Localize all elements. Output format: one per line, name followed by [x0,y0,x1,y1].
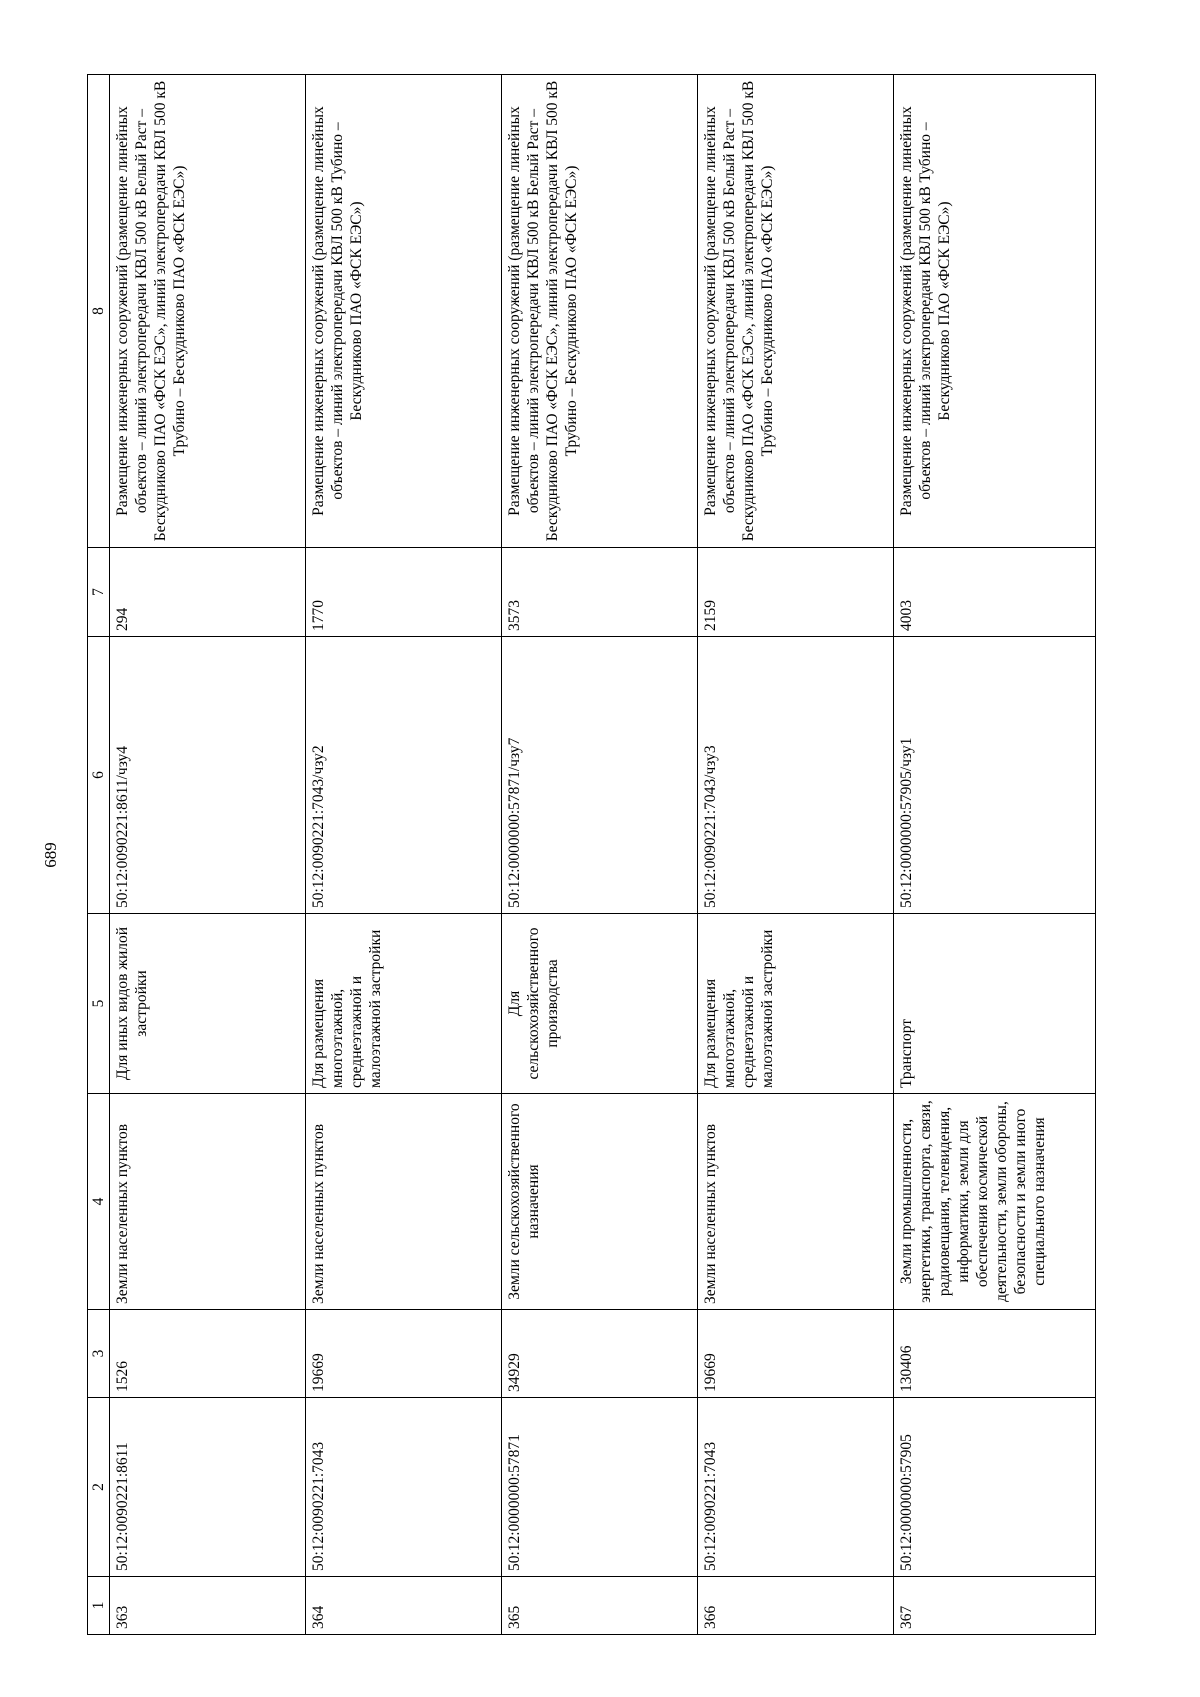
permitted-use: Для размещения многоэтажной, среднеэтажной и малоэтажной застройки [306,914,502,1094]
land-category: Земли промышленности, энергетики, транспорта, связи, радиовещания, телевидения, информатики, земли для обеспечения космической деятельности, земли обороны, безопасности и земли иного специального назначения [894,1094,1096,1310]
plot-area: 130406 [894,1310,1096,1398]
column-number-row [88,75,110,1635]
plot-part-number: 50:12:0090221:8611/чзу4 [110,637,306,914]
plot-part-area: 3573 [502,548,698,637]
table-row [698,75,894,1635]
column-header-8: 8 [88,75,110,548]
plot-area: 1526 [110,1310,306,1398]
plot-part-area: 1770 [306,548,502,637]
cadastral-number: 50:12:0000000:57905 [894,1398,1096,1577]
table-row [110,75,306,1635]
land-category: Земли населенных пунктов [110,1094,306,1310]
plot-part-number: 50:12:0090221:7043/чзу2 [306,637,502,914]
column-header-7: 7 [88,548,110,637]
purpose: Размещение инженерных сооружений (размещение линейных объектов – линий электропередачи КВЛ 500 кВ Тубино – Бескудниково ПАО «ФСК ЕЭС») [306,75,502,548]
cadastral-number: 50:12:0090221:7043 [698,1398,894,1577]
rotated-content [41,75,1087,1635]
plot-part-area: 294 [110,548,306,637]
column-header-2: 2 [88,1398,110,1577]
plot-part-area: 4003 [894,548,1096,637]
permitted-use: Для сельскохозяйственного производства [502,914,698,1094]
land-plots-table [87,74,1096,1635]
plot-part-number: 50:12:0000000:57905/чзу1 [894,637,1096,914]
column-header-4: 4 [88,1094,110,1310]
plot-part-number: 50:12:0000000:57871/чзу7 [502,637,698,914]
table-row [502,75,698,1635]
table-row [306,75,502,1635]
row-number: 365 [502,1577,698,1635]
column-header-3: 3 [88,1310,110,1398]
purpose: Размещение инженерных сооружений (размещение линейных объектов – линий электропередачи КВЛ 500 кВ Белый Раст – Бескудниково ПАО «ФСК ЕЭС», линий электропередачи КВЛ 500 кВ Трубино – Бескудниково ПАО «ФСК ЕЭС») [110,75,306,548]
purpose: Размещение инженерных сооружений (размещение линейных объектов – линий электропередачи КВЛ 500 кВ Тубино – Бескудниково ПАО «ФСК ЕЭС») [894,75,1096,548]
row-number: 364 [306,1577,502,1635]
plot-area: 34929 [502,1310,698,1398]
row-number: 363 [110,1577,306,1635]
cadastral-number: 50:12:0090221:7043 [306,1398,502,1577]
plot-part-area: 2159 [698,548,894,637]
row-number: 367 [894,1577,1096,1635]
purpose: Размещение инженерных сооружений (размещение линейных объектов – линий электропередачи КВЛ 500 кВ Белый Раст – Бескудниково ПАО «ФСК ЕЭС», линий электропередачи КВЛ 500 кВ Трубино – Бескудниково ПАО «ФСК ЕЭС») [502,75,698,548]
column-header-5: 5 [88,914,110,1094]
plot-area: 19669 [698,1310,894,1398]
permitted-use: Для иных видов жилой застройки [110,914,306,1094]
permitted-use: Для размещения многоэтажной, среднеэтажной и малоэтажной застройки [698,914,894,1094]
cadastral-number: 50:12:0090221:8611 [110,1398,306,1577]
land-category: Земли сельскохозяйственного назначения [502,1094,698,1310]
plot-area: 19669 [306,1310,502,1398]
column-header-6: 6 [88,637,110,914]
table-row [894,75,1096,1635]
purpose: Размещение инженерных сооружений (размещение линейных объектов – линий электропередачи КВЛ 500 кВ Белый Раст – Бескудниково ПАО «ФСК ЕЭС», линий электропередачи КВЛ 500 кВ Трубино – Бескудниково ПАО «ФСК ЕЭС») [698,75,894,548]
land-category: Земли населенных пунктов [698,1094,894,1310]
plot-part-number: 50:12:0090221:7043/чзу3 [698,637,894,914]
permitted-use: Транспорт [894,914,1096,1094]
row-number: 366 [698,1577,894,1635]
cadastral-number: 50:12:0000000:57871 [502,1398,698,1577]
land-category: Земли населенных пунктов [306,1094,502,1310]
page-number: 689 [41,842,60,868]
column-header-1: 1 [88,1577,110,1635]
